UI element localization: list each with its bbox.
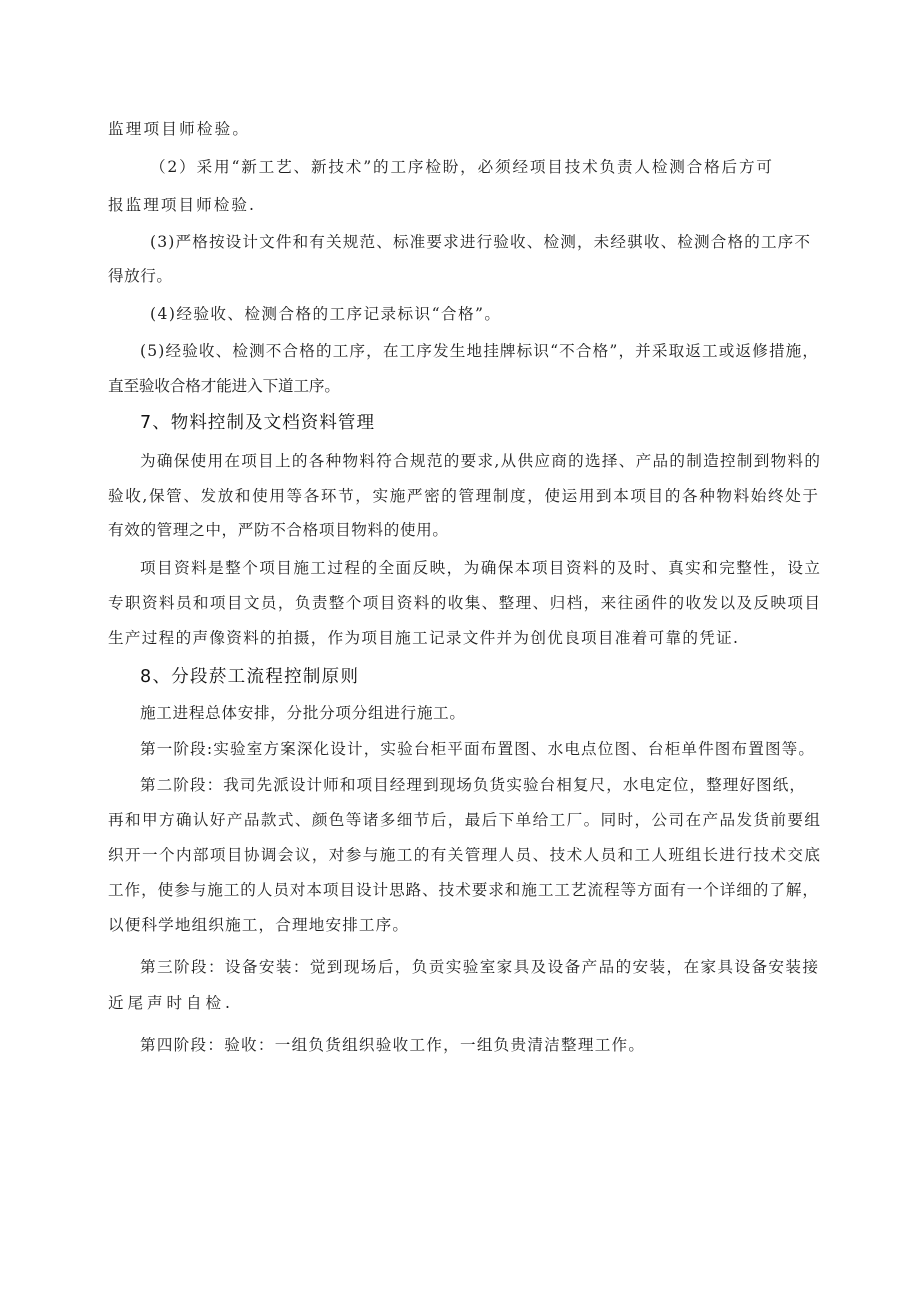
text-line: 第三阶段：设备安装：觉到现场后，负贡实验室家具及设备产品的安装，在家具设备安装接	[140, 958, 820, 976]
text-line: 织开一个内部项目协调会议，对参与施工的有关管理人员、技术人员和工人班组长进行技术交底	[108, 846, 822, 864]
text-line: 专职资料员和项目文员，负责整个项目资料的收集、整理、归档，来往函件的收发以及反映项目	[108, 594, 822, 612]
text-line: （2）采用“新工艺、新技术”的工序检盼，必须经项目技术负责人检测合格后方可	[150, 158, 774, 176]
text-line: 再和甲方确认好产品款式、颜色等诸多细节后，最后下单给工厂。同时，公司在产品发货前要组	[108, 811, 822, 829]
text-line: 有效的管理之中，严防不合格项目物料的使用。	[108, 521, 449, 539]
text-line: (3)严格按设计文件和有关规范、标准要求进行验收、检测，未经骐收、检测合格的工序不	[150, 233, 812, 251]
text-line: 以便科学地组织施工，合理地安排工序。	[108, 916, 410, 934]
section-heading: 7、物料控制及文档资料管理	[140, 413, 376, 433]
text-line: 直至验收合格才能进入下道工序。	[108, 377, 340, 395]
text-line: 第四阶段：验收：一组负货组织验收工作，一组负贵清洁整理工作。	[140, 1036, 646, 1054]
text-line: 得放行。	[108, 267, 173, 285]
text-line: 验收,保管、发放和使用等各环节，实施严密的管理制度，使运用到本项目的各种物料始终处于	[108, 487, 820, 505]
text-line: 第二阶段：我司先派设计师和项目经理到现场负货实验台相复尺，水电定位，整理好图纸，	[140, 776, 807, 794]
section-heading: 8、分段菸工流程控制原则	[140, 667, 360, 687]
text-line: (5)经验收、检测不合格的工序，在工序发生地挂牌标识“不合格”，并采取返工或返修措施，	[140, 342, 820, 360]
text-line: 工作，使参与施工的人员对本项目设计思路、技术要求和施工工艺流程等方面有一个详细的了解，	[108, 881, 819, 899]
text-line: 监理项目师检验。	[108, 120, 251, 138]
text-line: 第一阶段:实验室方案深化设计，实验台柜平面布置图、水电点位图、台柜单件图布置图等。	[140, 740, 816, 758]
text-line: 为确保使用在项目上的各种物料符合规范的要求,从供应商的选择、产品的制造控制到物料的	[140, 452, 822, 470]
text-line: (4)经验收、检测合格的工序记录标识“合格”。	[150, 305, 502, 323]
text-line: 生产过程的声像资料的拍摄，作为项目施工记录文件并为创优良项目准着可靠的凭证.	[108, 629, 740, 647]
text-line: 项目资料是整个项目施工过程的全面反映，为确保本项目资料的及时、真实和完整性，设立	[140, 559, 822, 577]
text-line: 近尾声时自检.	[108, 994, 234, 1012]
text-line: 施工进程总体安排，分批分项分组进行施工。	[140, 704, 466, 722]
text-line: 报监理项目师检验.	[108, 196, 257, 214]
